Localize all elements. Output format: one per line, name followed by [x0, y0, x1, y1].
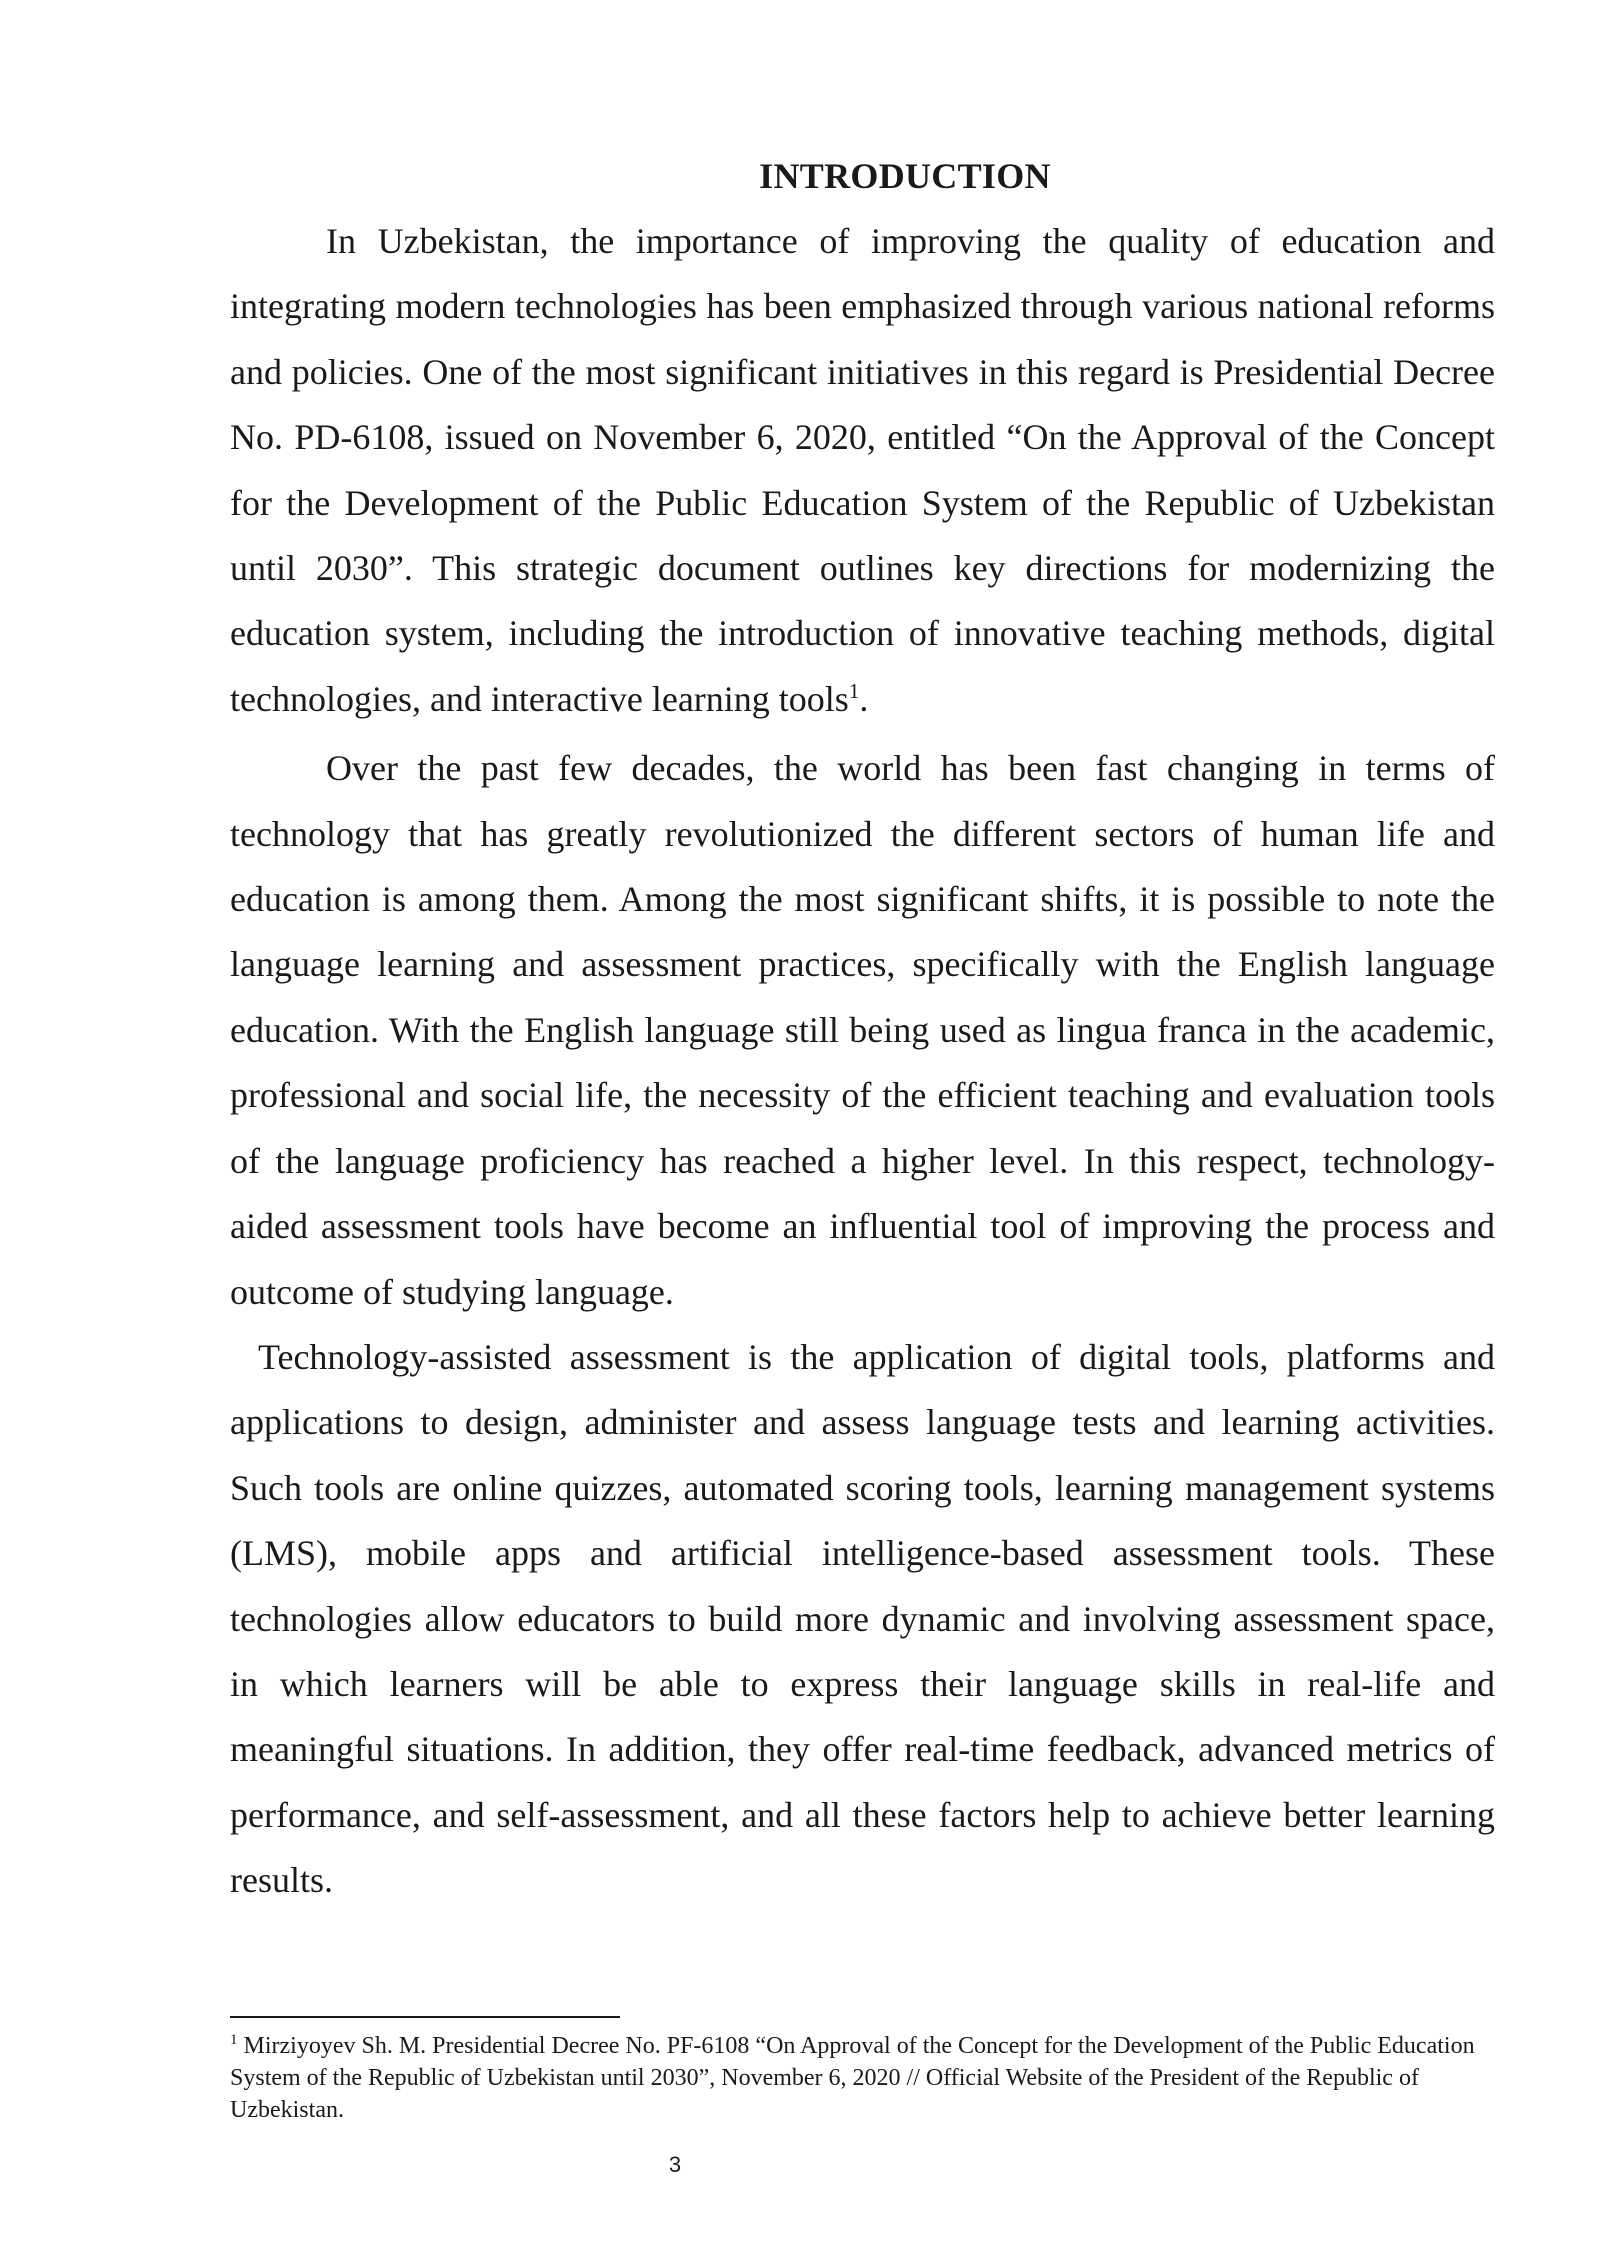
footnote-mark: 1: [230, 2032, 238, 2048]
paragraph-1: [230, 209, 1495, 732]
body-text: [230, 209, 1495, 1914]
page-number: 3: [668, 2152, 682, 2177]
paragraph-1-tail: .: [859, 678, 869, 719]
footnote-separator: [230, 2016, 620, 2018]
footnote-text: Mirziyoyev Sh. M. Presidential Decree No. PF-6108 “On Approval of the Concept for the Development of the Public Education System of the Republic of Uzbekistan until 2030”, November 6, 2020 // Official Website of the President of the Republic of Uzbekistan.: [230, 2033, 1475, 2123]
paragraph-2: Over the past few decades, the world has been fast changing in terms of technology that has greatly revolutionized the different sectors of human life and education is among them. Among the most significant shifts, it is possible to note the language learning and assessment practices, specifically with the English language education. With the English language still being used as lingua franca in the academic, professional and social life, the necessity of the efficient teaching and evaluation tools of the language proficiency has reached a higher level. In this respect, technology-aided assessment tools have become an influential tool of improving the process and outcome of studying language.: [230, 748, 1495, 1312]
section-heading: INTRODUCTION: [759, 156, 1051, 196]
paragraph-3: Technology-assisted assessment is the application of digital tools, platforms and applications to design, administer and assess language tests and learning activities. Such tools are online quizzes, automated scoring tools, learning management systems (LMS), mobile apps and artificial intelligence-based assessment tools. These technologies allow educators to build more dynamic and involving assessment space, in which learners will be able to express their language skills in real-life and meaningful situations. In addition, they offer real-time feedback, advanced metrics of performance, and self-assessment, and all these factors help to achieve better learning results.: [230, 1336, 1495, 1901]
footnote-reference: 1: [848, 678, 860, 703]
footnote: [230, 2030, 1495, 2126]
paragraph-1-text: In Uzbekistan, the importance of improving the quality of education and integrating modern technologies has been emphasized through various national reforms and policies. One of the most significant initiatives in this regard is Presidential Decree No. PD-6108, issued on November 6, 2020, entitled “On the Approval of the Concept for the Development of the Public Education System of the Republic of Uzbekistan until 2030”. This strategic document outlines key directions for modernizing the education system, including the introduction of innovative teaching methods, digital technologies, and interactive learning tools: [230, 221, 1495, 719]
